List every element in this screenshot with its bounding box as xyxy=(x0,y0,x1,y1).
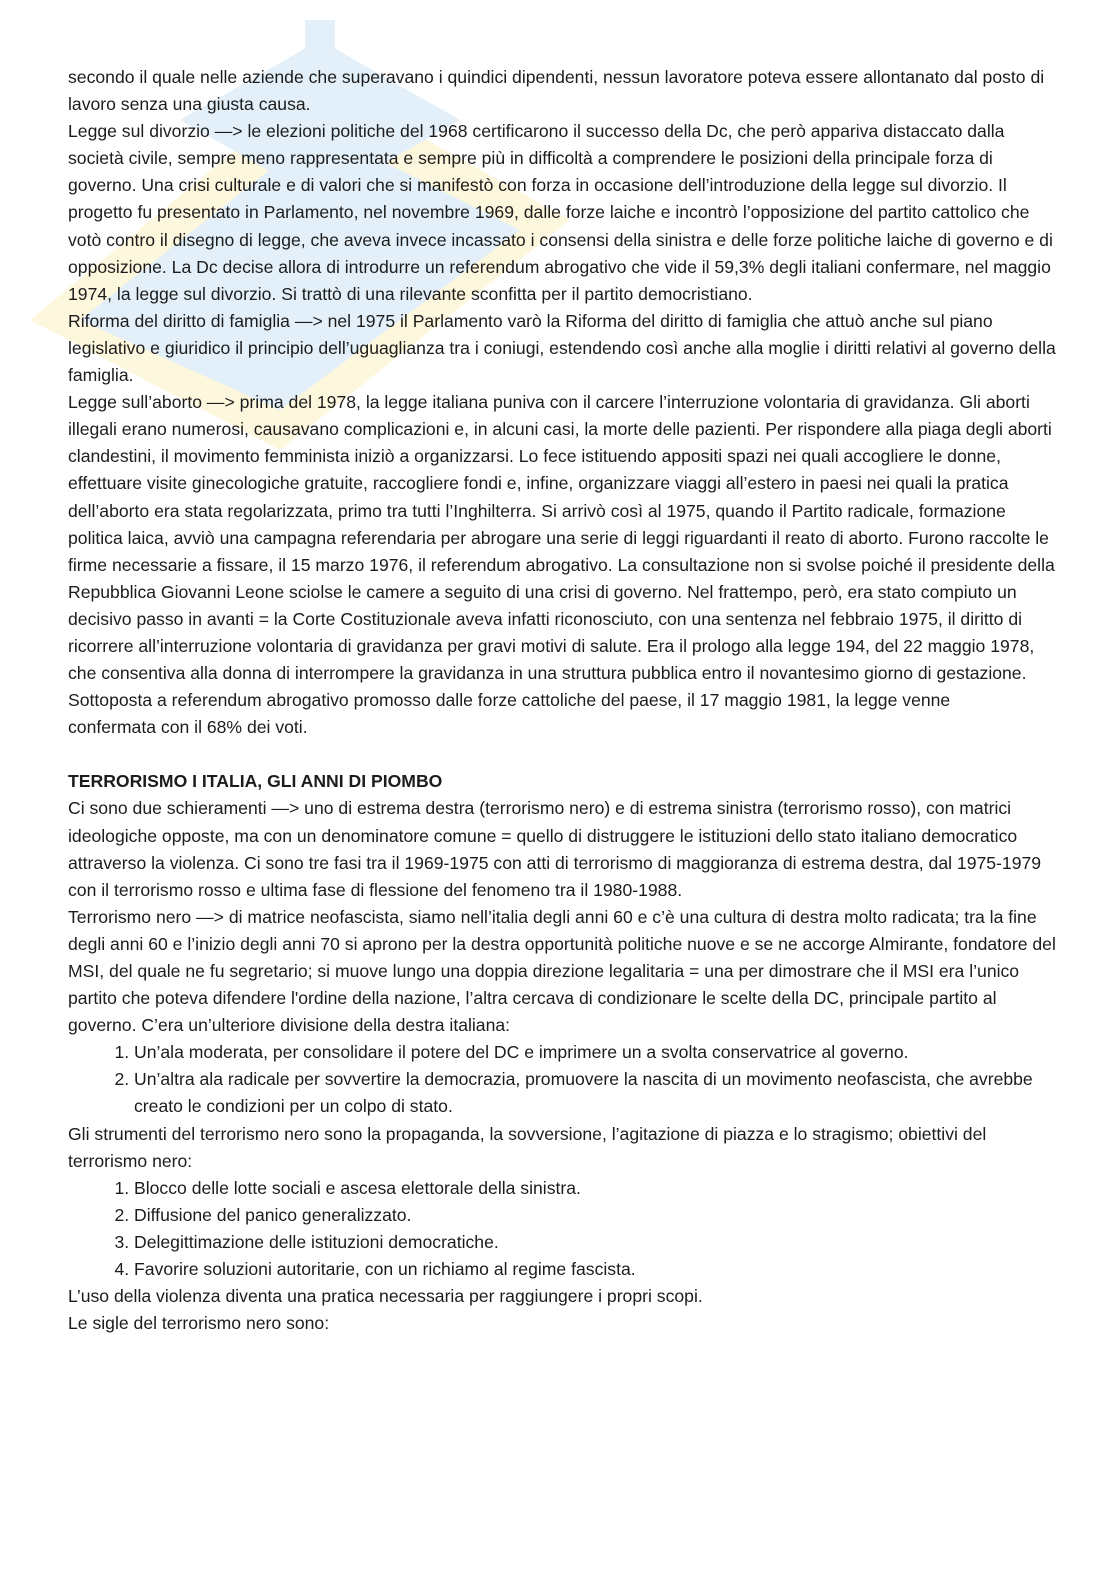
paragraph-acronyms: Le sigle del terrorismo nero sono: xyxy=(68,1313,330,1334)
list-objectives xyxy=(68,1175,1058,1283)
paragraph-abortion-law: Legge sull’aborto —> prima del 1978, la legge italiana puniva con il carcere l’interruzione volontaria di gravidanza. Gli aborti illegali erano numerosi, causavano complicazioni e, in alcuni casi, la morte delle pazienti. Per rispondere alla piaga degli aborti clandestini, il movimento femminista iniziò a organizzarsi. Lo fece istituendo appositi spazi nei quali accogliere le donne, effettuare visite ginecologiche gratuite, raccogliere fondi e, infine, organizzare viaggi all’estero in paesi nei quali la pratica dell’aborto era stata regolarizzata, primo tra tutti l’Inghilterra. Si arrivò così al 1975, quando il Partito radicale, formazione politica laica, avviò una campagna referendaria per abrogare una serie di leggi riguardanti il reato di aborto. Furono raccolte le firme necessarie a fissare, il 15 marzo 1976, il referendum abrogativo. La consultazione non si svolse poiché il presidente della Repubblica Giovanni Leone sciolse le camere a seguito di una crisi di governo. Nel frattempo, però, era stato compiuto un decisivo passo in avanti = la Corte Costituzionale aveva infatti riconosciuto, con una sentenza nel febbraio 1975, il diritto di ricorrere all’interruzione volontaria di gravidanza per gravi motivi di salute. Era il prologo alla legge 194, del 22 maggio 1978, che consentiva alla donna di interrompere la gravidanza in una struttura pubblica entro il novantesimo giorno di gestazione. Sottoposta a referendum abrogativo promosso dalle forze cattoliche del paese, il 17 maggio 1981, la legge venne xyxy=(68,392,1055,711)
paragraph-abortion-law-end: confermata con il 68% dei voti. xyxy=(68,717,308,738)
paragraph-two-factions: Ci sono due schieramenti —> uno di estrema destra (terrorismo nero) e di estrema sinistra (terrorismo rosso), con matrici ideologiche opposte, ma con un denominatore comune = quello di distruggere le istituzioni dello stato italiano democratico attraverso la violenza. Ci sono tre fasi tra il 1969-1975 con atti di terrorismo di maggioranza di estrema destra, dal 1975-1979 con il terrorismo rosso e ultima fase di flessione del fenomeno tra il 1980-1988. xyxy=(68,798,1042,900)
list-item: 1. Blocco delle lotte sociali e ascesa elettorale della sinistra. xyxy=(134,1175,1058,1202)
list-item: 3. Delegittimazione delle istituzioni democratiche. xyxy=(134,1229,1058,1256)
section-heading: TERRORISMO I ITALIA, GLI ANNI DI PIOMBO xyxy=(68,771,443,792)
list-item: 2. Un’altra ala radicale per sovvertire la democrazia, promuovere la nascita di un movimento neofascista, che avrebbe creato le condizioni per un colpo di stato. xyxy=(134,1066,1058,1120)
list-item: 2. Diffusione del panico generalizzato. xyxy=(134,1202,1058,1229)
list-right-wing-divisions xyxy=(68,1039,1058,1120)
list-item: 1. Un’ala moderata, per consolidare il potere del DC e imprimere un a svolta conservatrice al governo. xyxy=(134,1039,1058,1066)
list-item: 4. Favorire soluzioni autoritarie, con un richiamo al regime fascista. xyxy=(134,1256,1058,1283)
paragraph-divorce-law: Legge sul divorzio —> le elezioni politiche del 1968 certificarono il successo della Dc, che però appariva distaccato dalla società civile, sempre meno rappresentata e sempre più in difficoltà a comprendere le posizioni della principale forza di governo. Una crisi culturale e di valori che si manifestò con forza in occasione dell’introduzione della legge sul divorzio. Il progetto fu presentato in Parlamento, nel novembre 1969, dalle forze laiche e incontrò l’opposizione del partito cattolico che votò contro il disegno di legge, che aveva invece incassato i consensi della sinistra e delle forze politiche laiche di governo e di opposizione. La Dc decise allora di introdurre un referendum abrogativo che vide il 59,3% degli italiani confermare, nel maggio 1974, la legge sul divorzio. Si trattò di una rilevante sconfitta per il partito democristiano. xyxy=(68,121,1053,304)
paragraph-family-law-reform: Riforma del diritto di famiglia —> nel 1975 il Parlamento varò la Riforma del diritto di famiglia che attuò anche sul piano legislativo e giuridico il principio dell’uguaglianza tra i coniugi, estendendo così anche alla moglie i diritti relativi al governo della famiglia. xyxy=(68,310,1056,386)
paragraph-violence: L’uso della violenza diventa una pratica necessaria per raggiungere i propri scopi. xyxy=(68,1286,703,1307)
paragraph-intro-continuation: secondo il quale nelle aziende che superavano i quindici dipendenti, nessun lavoratore poteva essere allontanato dal posto di lavoro senza una giusta causa. xyxy=(68,67,1045,115)
paragraph-black-terrorism: Terrorismo nero —> di matrice neofascista, siamo nell’italia degli anni 60 e c’è una cultura di destra molto radicata; tra la fine degli anni 60 e l’inizio degli anni 70 si aprono per la destra opportunità politiche nuove e se ne accorge Almirante, fondatore del MSI, del quale ne fu segretario; si muove lungo una doppia direzione legalitaria = una per dimostrare che il MSI era l’unico partito che poteva difendere l'ordine della nazione, l’altra cercava di condizionare le scelte della DC, principale partito al governo. C’era un’ulteriore divisione della destra italiana: xyxy=(68,906,1056,1036)
document-page xyxy=(68,64,1058,1337)
paragraph-tools-objectives: Gli strumenti del terrorismo nero sono la propaganda, la sovversione, l’agitazione di piazza e lo stragismo; obiettivi del terrorismo nero: xyxy=(68,1123,987,1171)
